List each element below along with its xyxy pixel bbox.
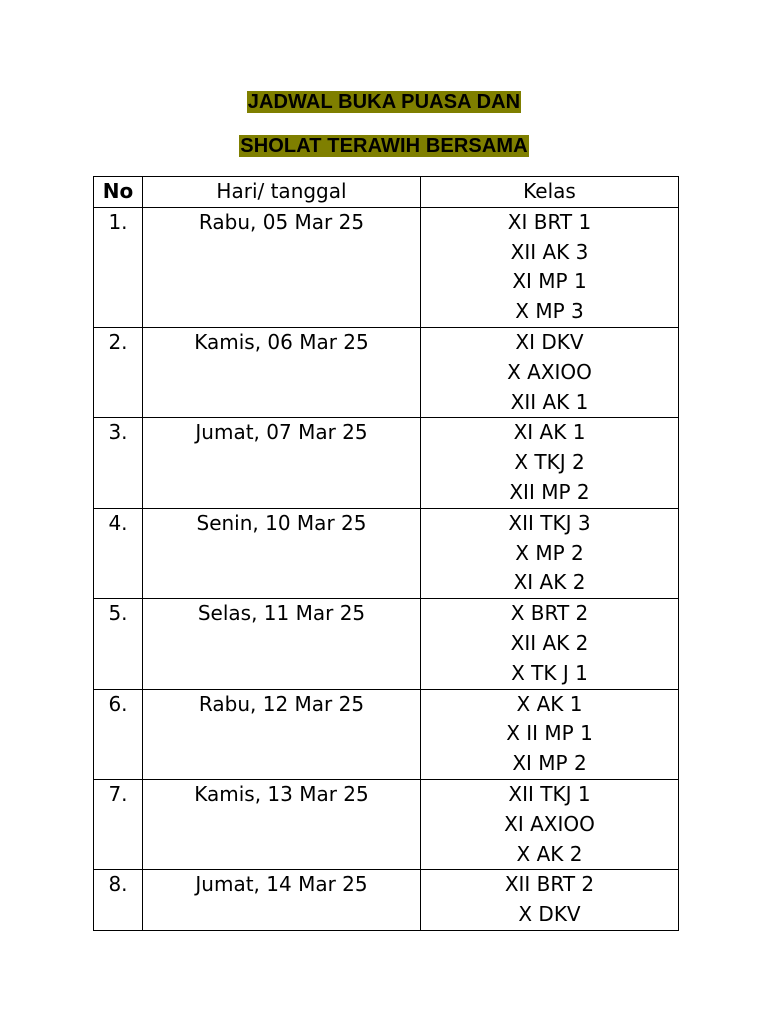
- table-row: [94, 689, 679, 779]
- class-name: X AK 1: [516, 691, 583, 716]
- schedule-body: [94, 207, 679, 930]
- row-classes: [421, 327, 679, 417]
- class-name: XI MP 2: [512, 751, 587, 776]
- row-classes: [421, 870, 679, 931]
- row-number: 7.: [94, 779, 143, 869]
- table-row: [94, 779, 679, 869]
- row-classes: [421, 418, 679, 508]
- class-name: X BRT 2: [510, 601, 589, 626]
- table-row: [94, 599, 679, 689]
- class-name: X AK 2: [516, 841, 583, 866]
- row-number: 2.: [94, 327, 143, 417]
- table-row: [94, 327, 679, 417]
- row-classes: [421, 599, 679, 689]
- class-name: XII AK 2: [510, 630, 589, 655]
- class-name: XII AK 1: [510, 389, 589, 414]
- class-name: X MP 3: [515, 299, 584, 324]
- row-day: Rabu, 12 Mar 25: [143, 689, 421, 779]
- header-no: No: [94, 177, 143, 208]
- row-number: 3.: [94, 418, 143, 508]
- row-classes: [421, 779, 679, 869]
- class-name: XII AK 3: [510, 239, 589, 264]
- schedule-table: [93, 176, 679, 931]
- row-day: Jumat, 14 Mar 25: [143, 870, 421, 931]
- row-day: Kamis, 13 Mar 25: [143, 779, 421, 869]
- table-row: [94, 207, 679, 327]
- class-name: X TKJ 2: [514, 450, 585, 475]
- header-classes: Kelas: [421, 177, 679, 208]
- row-number: 1.: [94, 207, 143, 327]
- class-name: XI AK 1: [513, 420, 586, 445]
- row-number: 6.: [94, 689, 143, 779]
- title-text-1: JADWAL BUKA PUASA DAN: [247, 91, 521, 113]
- class-name: XI MP 1: [512, 269, 587, 294]
- class-name: XII TKJ 3: [508, 510, 591, 535]
- class-name: XI AXIOO: [504, 811, 595, 836]
- title-line-1: [0, 87, 768, 117]
- class-name: XI BRT 1: [507, 209, 592, 234]
- class-name: X MP 2: [515, 540, 584, 565]
- table-row: [94, 870, 679, 931]
- row-day: Kamis, 06 Mar 25: [143, 327, 421, 417]
- title-line-2: [0, 131, 768, 161]
- class-name: XII TKJ 1: [508, 781, 591, 806]
- class-name: XII MP 2: [509, 479, 590, 504]
- class-name: X TK J 1: [511, 660, 588, 685]
- class-name: XI AK 2: [513, 570, 586, 595]
- class-name: XII BRT 2: [504, 872, 595, 897]
- row-number: 5.: [94, 599, 143, 689]
- header-day: Hari/ tanggal: [143, 177, 421, 208]
- row-day: Senin, 10 Mar 25: [143, 508, 421, 598]
- table-header-row: [94, 177, 679, 208]
- row-day: Jumat, 07 Mar 25: [143, 418, 421, 508]
- title-text-2: SHOLAT TERAWIH BERSAMA: [240, 135, 528, 157]
- row-number: 4.: [94, 508, 143, 598]
- class-name: X AXIOO: [507, 359, 592, 384]
- row-day: Selas, 11 Mar 25: [143, 599, 421, 689]
- row-classes: [421, 207, 679, 327]
- table-row: [94, 508, 679, 598]
- row-number: 8.: [94, 870, 143, 931]
- row-classes: [421, 689, 679, 779]
- class-name: XI DKV: [515, 329, 584, 354]
- class-name: X DKV: [518, 902, 581, 927]
- table-row: [94, 418, 679, 508]
- row-day: Rabu, 05 Mar 25: [143, 207, 421, 327]
- class-name: X II MP 1: [506, 721, 593, 746]
- row-classes: [421, 508, 679, 598]
